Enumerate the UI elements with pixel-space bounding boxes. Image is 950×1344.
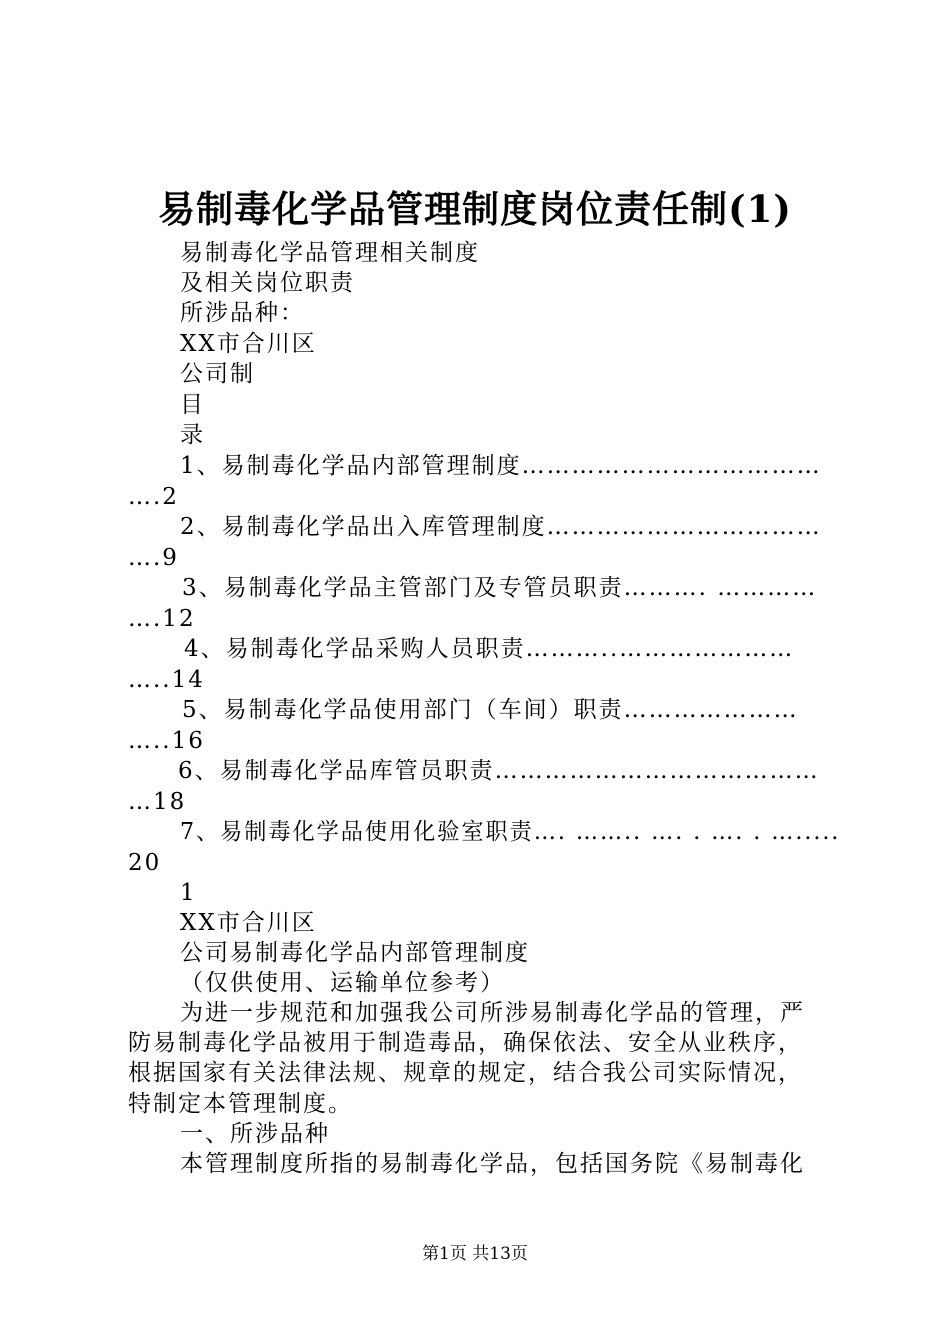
text-line: XX市合川区 (180, 331, 317, 357)
paragraph-line: 本管理制度所指的易制毒化学品，包括国务院《易制毒化 (180, 1151, 805, 1177)
page-number-marker: 1 (180, 880, 197, 906)
text-line: 所涉品种： (180, 300, 305, 326)
section-note: （仅供使用、运输单位参考） (180, 970, 505, 996)
paragraph-line: 根据国家有关法律法规、规章的规定，结合我公司实际情况， (128, 1060, 803, 1086)
toc-page-number: …..16 (128, 728, 205, 754)
toc-entry: 7、易制毒化学品使用化验室职责…. …….. …. . …. . …..... (180, 819, 841, 845)
toc-page-number: 20 (128, 850, 162, 876)
toc-page-number: ….9 (128, 545, 179, 571)
toc-entry: 3、易制毒化学品主管部门及专管员职责………. ………… (182, 575, 818, 601)
page-footer: 第1页 共13页 (422, 1244, 528, 1264)
toc-page-number: ….2 (128, 484, 179, 510)
toc-heading-lu: 录 (180, 422, 205, 448)
document-title: 易制毒化学品管理制度岗位责任制(1) (158, 187, 792, 231)
toc-entry: 6、易制毒化学品库管员职责………………………………… (178, 758, 820, 784)
paragraph-line: 为进一步规范和加强我公司所涉易制毒化学品的管理，严 (180, 1000, 805, 1026)
section-title: 公司易制毒化学品内部管理制度 (180, 940, 530, 966)
text-line: XX市合川区 (180, 910, 317, 936)
text-line: 易制毒化学品管理相关制度 (180, 240, 480, 266)
toc-entry: 1、易制毒化学品内部管理制度……………………………… (180, 453, 822, 479)
subsection-heading: 一、所涉品种 (180, 1121, 330, 1147)
toc-entry: 2、易制毒化学品出入库管理制度…………………………… (180, 514, 822, 540)
text-line: 及相关岗位职责 (180, 270, 355, 296)
paragraph-line: 防易制毒化学品被用于制造毒品，确保依法、安全从业秩序， (128, 1030, 803, 1056)
toc-heading-mu: 目 (180, 392, 205, 418)
paragraph-line: 特制定本管理制度。 (128, 1091, 353, 1117)
text-line: 公司制 (180, 361, 255, 387)
toc-page-number: …..14 (128, 667, 205, 693)
toc-entry: 4、易制毒化学品采购人员职责………..………………… (184, 636, 795, 662)
toc-page-number: …18 (128, 789, 187, 815)
toc-entry: 5、易制毒化学品使用部门（车间）职责………………… (182, 697, 799, 723)
toc-page-number: ….12 (128, 606, 196, 632)
